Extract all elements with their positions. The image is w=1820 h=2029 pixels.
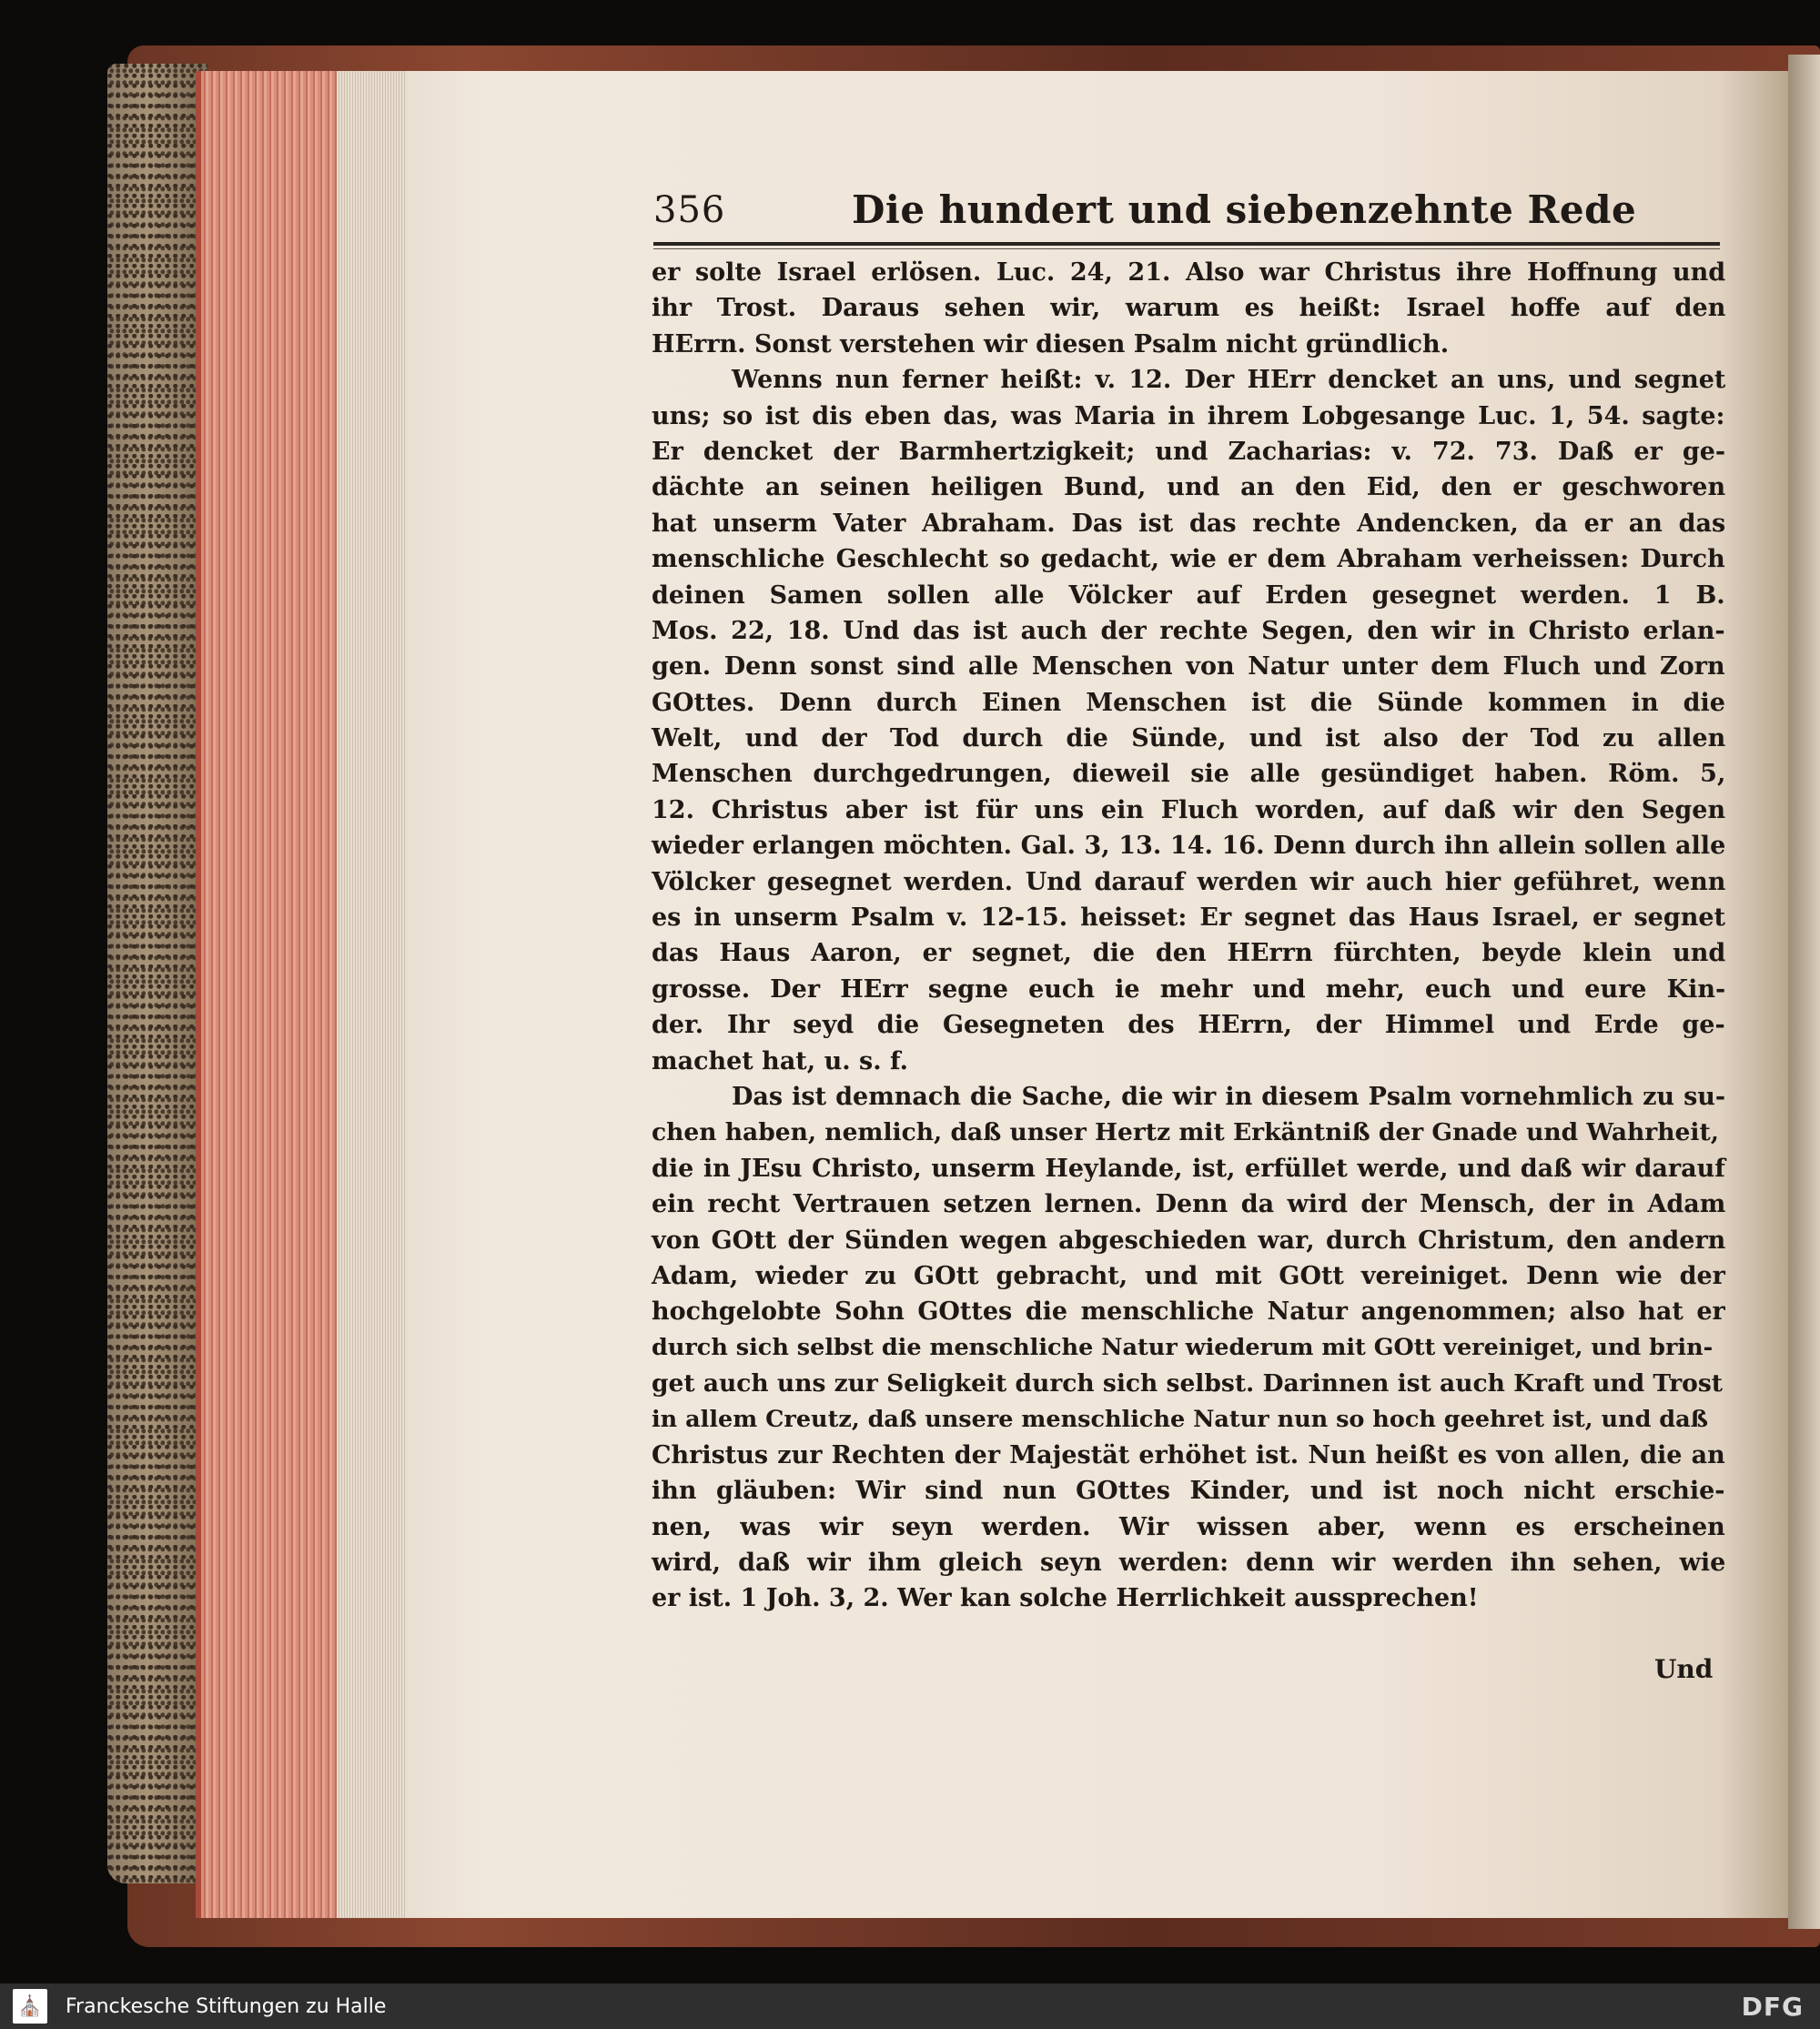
body-text (652, 255, 1725, 1617)
text-line: HErrn. Sonst verstehen wir diesen Psalm nicht gründlich. (652, 329, 1450, 358)
text-line: nen, was wir seyn werden. Wir wissen aber, wenn es erscheinen (652, 1512, 1725, 1541)
text-line: grosse. Der HErr segne euch ie mehr und mehr, euch und eure Kin- (652, 974, 1726, 1004)
text-line: die in JEsu Christo, unserm Heylande, ist, erfüllet werde, und daß wir darauf (652, 1154, 1725, 1183)
text-line: von GOtt der Sünden wegen abgeschieden war, durch Christum, den andern (652, 1226, 1726, 1255)
text-line: machet hat, u. s. f. (652, 1046, 909, 1075)
text-line: deinen Samen sollen alle Völcker auf Erden gesegnet werden. 1 B. (652, 580, 1725, 610)
text-line: hochgelobte Sohn GOttes die menschliche Natur angenommen; also hat er (652, 1297, 1725, 1327)
text-line: Mos. 22, 18. Und das ist auch der rechte Segen, den wir in Christo erlan- (652, 616, 1725, 645)
text-line: menschliche Geschlecht so gedacht, wie er dem Abraham verheissen: Durch (652, 545, 1725, 574)
text-line: er solte Israel erlösen. Luc. 24, 21. Also war Christus ihre Hoffnung und (652, 258, 1726, 287)
text-line: gen. Denn sonst sind alle Menschen von Natur unter dem Fluch und Zorn (652, 652, 1725, 681)
text-line: in allem Creutz, daß unsere menschliche Natur nun so hoch geehret ist, und daß (652, 1405, 1709, 1433)
text-line: GOttes. Denn durch Einen Menschen ist die Sünde kommen in die (652, 688, 1725, 717)
text-line: get auch uns zur Seligkeit durch sich selbst. Darinnen ist auch Kraft und Trost (652, 1369, 1723, 1398)
text-line: Völcker gesegnet werden. Und darauf werden wir auch hier geführet, wenn (652, 867, 1726, 896)
text-line: der. Ihr seyd die Gesegneten des HErrn, der Himmel und Erde ge- (652, 1011, 1725, 1040)
text-line: Menschen durchgedrungen, dieweil sie alle gesündiget haben. Röm. 5, (652, 760, 1726, 789)
text-line: es in unserm Psalm v. 12-15. heisset: Er segnet das Haus Israel, er segnet (652, 903, 1726, 933)
text-line: Welt, und der Tod durch die Sünde, und ist also der Tod zu allen (652, 724, 1726, 753)
header-rule-thin (653, 248, 1720, 249)
text-line: chen haben, nemlich, daß unser Hertz mit Erkäntniß der Gnade und Wahrheit, (652, 1118, 1719, 1147)
facing-page-edge (1788, 55, 1820, 1929)
text-line: Adam, wieder zu GOtt gebracht, und mit GOtt vereiniget. Denn wie der (652, 1261, 1725, 1290)
text-line: dächte an seinen heiligen Bund, und an den Eid, den er geschworen (652, 473, 1726, 502)
institution-logo-icon[interactable]: ⛪ (13, 1989, 47, 2024)
text-line: hat unserm Vater Abraham. Das ist das rechte Andencken, da er an das (652, 509, 1726, 538)
text-line: ihn gläuben: Wir sind nun GOttes Kinder, und ist noch nicht erschie- (652, 1477, 1725, 1506)
header-rule (653, 242, 1720, 246)
text-line: wird, daß wir ihm gleich seyn werden: denn wir werden ihn sehen, wie (652, 1549, 1726, 1578)
viewer-footer (0, 1984, 1820, 2029)
marbled-spine (107, 64, 207, 1883)
catchword: Und (1654, 1654, 1714, 1684)
page-inner-edges (337, 71, 410, 1918)
text-line: ihr Trost. Daraus sehen wir, warum es heißt: Israel hoffe auf den (652, 294, 1726, 323)
text-line: Er dencket der Barmhertzigkeit; und Zacharias: v. 72. 73. Daß er ge- (652, 437, 1726, 466)
text-line: durch sich selbst die menschliche Natur wiederum mit GOtt vereiniget, und brin- (652, 1333, 1714, 1361)
text-line: uns; so ist dis eben das, was Maria in ihrem Lobgesange Luc. 1, 54. sagte: (652, 401, 1725, 430)
text-line: Christus zur Rechten der Majestät erhöhet ist. Nun heißt es von allen, die an (652, 1440, 1725, 1469)
text-line: Wenns nun ferner heißt: v. 12. Der HErr dencket an uns, und segnet (732, 366, 1726, 395)
institution-name[interactable]: Franckesche Stiftungen zu Halle (66, 1994, 387, 2018)
running-title: Die hundert und siebenzehnte Rede (852, 187, 1637, 232)
text-line: Das ist demnach die Sache, die wir in diesem Psalm vornehmlich zu su- (732, 1082, 1726, 1111)
dfg-logo[interactable]: DFG (1741, 1992, 1804, 2022)
text-line: 12. Christus aber ist für uns ein Fluch worden, auf daß wir den Segen (652, 795, 1726, 824)
text-line: ein recht Vertrauen setzen lernen. Denn da wird der Mensch, der in Adam (652, 1190, 1726, 1219)
text-line: das Haus Aaron, er segnet, die den HErrn fürchten, beyde klein und (652, 939, 1726, 968)
text-line: er ist. 1 Joh. 3, 2. Wer kan solche Herrlichkeit aussprechen! (652, 1584, 1479, 1613)
page-number: 356 (653, 189, 726, 231)
text-line: wieder erlangen möchten. Gal. 3, 13. 14. 16. Denn durch ihn allein sollen alle (652, 832, 1726, 861)
